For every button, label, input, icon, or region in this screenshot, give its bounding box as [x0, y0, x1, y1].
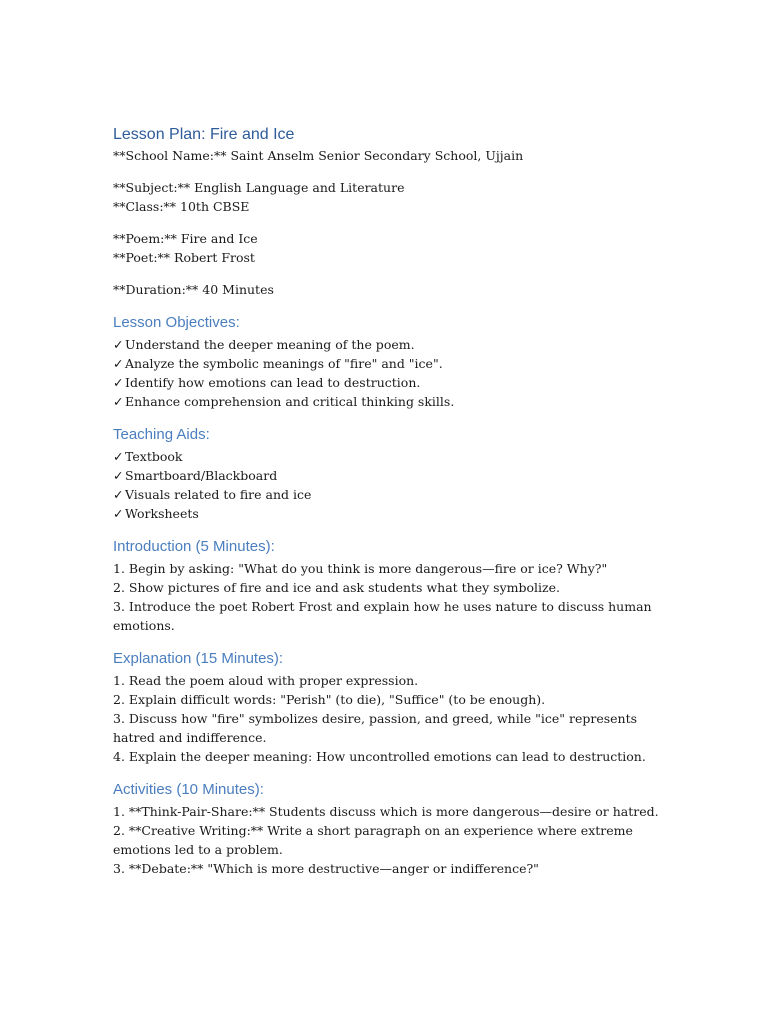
- teaching-aids-heading: Teaching Aids:: [113, 426, 210, 443]
- checkmark-icon: ✓: [113, 468, 124, 483]
- explanation-heading: Explanation (15 Minutes):: [113, 650, 284, 667]
- list-item: ✓ Worksheets: [113, 506, 199, 521]
- explanation-list: [113, 671, 673, 766]
- list-item: ✓ Analyze the symbolic meanings of "fire" and "ice".: [113, 356, 443, 371]
- list-item: 3. **Debate:** "Which is more destructive—anger or indifference?": [113, 861, 539, 876]
- objectives-heading: Lesson Objectives:: [113, 314, 240, 331]
- list-item: ✓ Understand the deeper meaning of the poem.: [113, 337, 415, 352]
- activities-heading: Activities (10 Minutes):: [113, 781, 264, 798]
- list-item: 1. Begin by asking: "What do you think is more dangerous—fire or ice? Why?": [113, 561, 608, 576]
- checkmark-icon: ✓: [113, 487, 124, 502]
- list-item: 2. Show pictures of fire and ice and ask students what they symbolize.: [113, 580, 560, 595]
- class-line: **Class:** 10th CBSE: [113, 199, 250, 214]
- document-title: Lesson Plan: Fire and Ice: [113, 126, 295, 143]
- list-item: 2. Explain difficult words: "Perish" (to die), "Suffice" (to be enough).: [113, 692, 546, 707]
- introduction-list: [113, 559, 673, 635]
- list-item: ✓ Enhance comprehension and critical thinking skills.: [113, 394, 455, 409]
- list-item: 3. Introduce the poet Robert Frost and explain how he uses nature to discuss human emotions.: [113, 599, 652, 633]
- checkmark-icon: ✓: [113, 337, 124, 352]
- activities-list: [113, 802, 673, 878]
- list-item: ✓ Smartboard/Blackboard: [113, 468, 278, 483]
- list-item: 1. **Think-Pair-Share:** Students discuss which is more dangerous—desire or hatred.: [113, 804, 659, 819]
- list-item: 4. Explain the deeper meaning: How uncontrolled emotions can lead to destruction.: [113, 749, 646, 764]
- checkmark-icon: ✓: [113, 394, 124, 409]
- poem-line: **Poem:** Fire and Ice: [113, 231, 258, 246]
- checkmark-icon: ✓: [113, 356, 124, 371]
- poet-line: **Poet:** Robert Frost: [113, 250, 255, 265]
- list-item: ✓ Visuals related to fire and ice: [113, 487, 312, 502]
- subject-line: **Subject:** English Language and Literature: [113, 180, 405, 195]
- checkmark-icon: ✓: [113, 506, 124, 521]
- document-page: [113, 124, 673, 878]
- list-item: ✓ Textbook: [113, 449, 183, 464]
- list-item: 1. Read the poem aloud with proper expression.: [113, 673, 419, 688]
- list-item: 2. **Creative Writing:** Write a short paragraph on an experience where extreme emotions led to a problem.: [113, 823, 633, 857]
- list-item: 3. Discuss how "fire" symbolizes desire, passion, and greed, while "ice" represents hatred and indifference.: [113, 711, 638, 745]
- objectives-list: [113, 335, 673, 411]
- teaching-aids-list: [113, 447, 673, 523]
- duration-line: **Duration:** 40 Minutes: [113, 282, 274, 297]
- checkmark-icon: ✓: [113, 449, 124, 464]
- list-item: ✓ Identify how emotions can lead to destruction.: [113, 375, 421, 390]
- school-name-line: **School Name:** Saint Anselm Senior Secondary School, Ujjain: [113, 148, 524, 163]
- checkmark-icon: ✓: [113, 375, 124, 390]
- introduction-heading: Introduction (5 Minutes):: [113, 538, 275, 555]
